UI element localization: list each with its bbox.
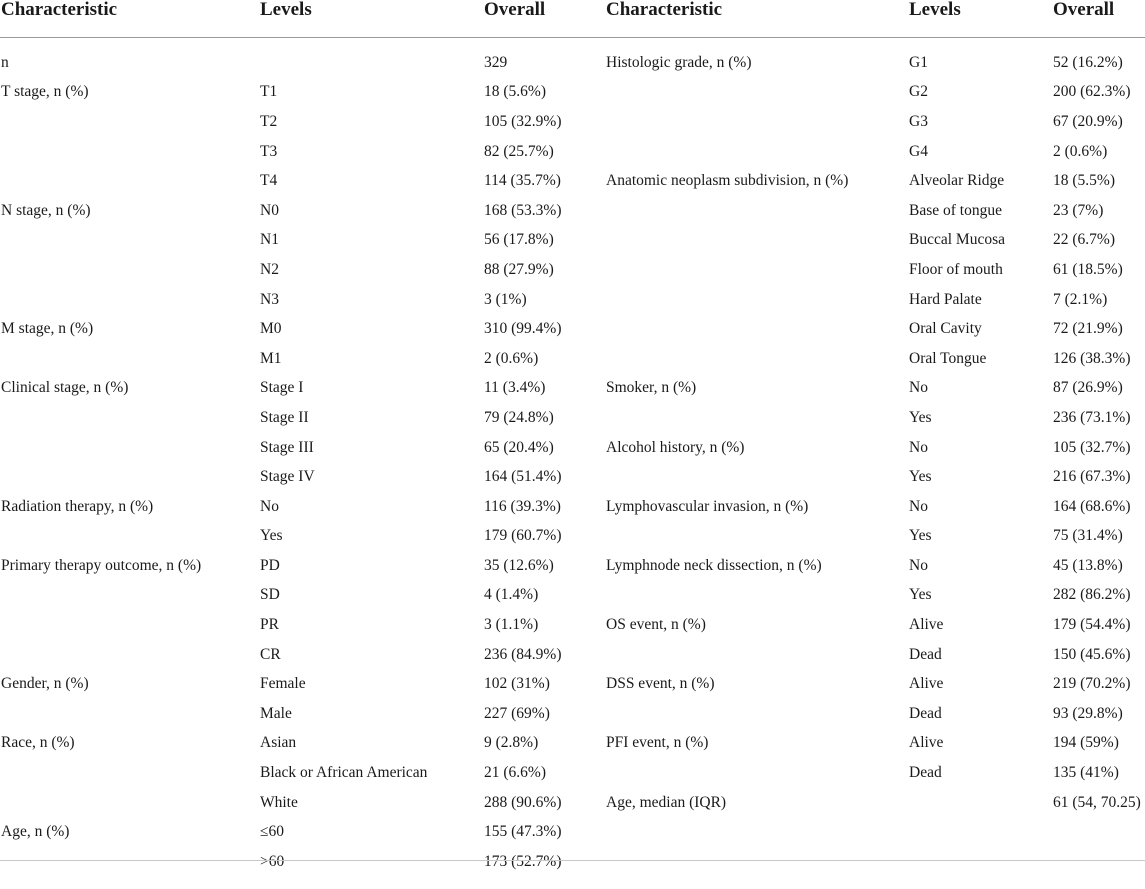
cell-levels-right: No xyxy=(909,497,928,515)
cell-levels-right: Alive xyxy=(909,616,944,634)
cell-overall-right: 135 (41%) xyxy=(1053,764,1119,782)
cell-overall-left: 236 (84.9%) xyxy=(484,645,562,663)
cell-overall-left: 164 (51.4%) xyxy=(484,468,562,486)
cell-characteristic-right xyxy=(605,226,908,256)
cell-overall-right: 61 (54, 70.25) xyxy=(1053,793,1141,811)
cell-characteristic-left: Clinical stage, n (%) xyxy=(1,379,129,397)
cell-levels-left: Black or African American xyxy=(260,764,428,782)
cell-characteristic-left xyxy=(0,581,259,611)
cell-overall-left: 227 (69%) xyxy=(484,704,550,722)
cell-levels-left: N1 xyxy=(260,231,279,249)
cell-characteristic-right xyxy=(605,285,908,315)
cell-overall-left: 173 (52.7%) xyxy=(484,852,562,870)
cell-levels-left: White xyxy=(260,793,298,811)
header-levels-right: Levels xyxy=(908,0,1052,38)
cell-levels-left: T1 xyxy=(260,83,278,101)
cell-characteristic-right: OS event, n (%) xyxy=(606,616,706,634)
cell-characteristic-left xyxy=(0,847,259,877)
cell-characteristic-right xyxy=(605,847,908,877)
table-row xyxy=(0,522,1145,552)
cell-levels-left: M0 xyxy=(260,320,282,338)
cell-levels-right: Dead xyxy=(909,704,942,722)
cell-characteristic-right: Lymphnode neck dissection, n (%) xyxy=(606,556,822,574)
cell-levels-left: ≤60 xyxy=(260,823,285,841)
table-body xyxy=(0,38,1145,877)
cell-characteristic-left xyxy=(0,403,259,433)
cell-overall-right: 200 (62.3%) xyxy=(1053,83,1131,101)
cell-overall-right: 22 (6.7%) xyxy=(1053,231,1115,249)
cell-characteristic-right: Lymphovascular invasion, n (%) xyxy=(606,497,809,515)
cell-overall-left: 310 (99.4%) xyxy=(484,320,562,338)
cell-overall-left: 56 (17.8%) xyxy=(484,231,554,249)
cell-levels-right: Yes xyxy=(909,527,932,545)
cell-characteristic-left xyxy=(0,137,259,167)
cell-levels-left: N2 xyxy=(260,260,279,278)
cell-levels-right xyxy=(908,788,1052,818)
cell-characteristic-right xyxy=(605,255,908,285)
cell-characteristic-left xyxy=(0,226,259,256)
cell-overall-right: 45 (13.8%) xyxy=(1053,556,1123,574)
cell-characteristic-right xyxy=(605,137,908,167)
cell-characteristic-left xyxy=(0,166,259,196)
cell-levels-left: Stage III xyxy=(260,438,314,456)
cell-levels-left: Stage I xyxy=(260,379,304,397)
cell-overall-right: 126 (38.3%) xyxy=(1053,349,1131,367)
table-row xyxy=(0,788,1145,818)
cell-characteristic-left: Age, n (%) xyxy=(1,823,70,841)
table-row xyxy=(0,226,1145,256)
cell-levels-right: Alveolar Ridge xyxy=(909,172,1005,190)
cell-overall-left: 3 (1.1%) xyxy=(484,616,539,634)
table-header xyxy=(0,0,1145,38)
cell-levels-right: Oral Cavity xyxy=(909,320,982,338)
table-row xyxy=(0,640,1145,670)
cell-overall-left: 65 (20.4%) xyxy=(484,438,554,456)
cell-overall-left: 288 (90.6%) xyxy=(484,793,562,811)
cell-levels-right xyxy=(908,847,1052,877)
table-row xyxy=(0,492,1145,522)
cell-characteristic-left xyxy=(0,610,259,640)
cell-characteristic-left: Gender, n (%) xyxy=(1,675,89,693)
cell-levels-right: Base of tongue xyxy=(909,201,1002,219)
table-row xyxy=(0,285,1145,315)
header-levels-left: Levels xyxy=(259,0,483,38)
cell-levels-left: Female xyxy=(260,675,306,693)
cell-characteristic-left xyxy=(0,255,259,285)
cell-characteristic-right xyxy=(605,314,908,344)
cell-characteristic-right xyxy=(605,817,908,847)
table-row xyxy=(0,699,1145,729)
table-row xyxy=(0,137,1145,167)
cell-overall-left: 179 (60.7%) xyxy=(484,527,562,545)
cell-overall-right: 150 (45.6%) xyxy=(1053,645,1131,663)
cell-characteristic-right xyxy=(605,403,908,433)
cell-levels-right: Buccal Mucosa xyxy=(909,231,1005,249)
cell-overall-left: 105 (32.9%) xyxy=(484,112,562,130)
table-row xyxy=(0,817,1145,847)
cell-levels-right: Dead xyxy=(909,764,942,782)
cell-overall-right xyxy=(1052,847,1145,877)
table-row xyxy=(0,462,1145,492)
cell-overall-left: 82 (25.7%) xyxy=(484,142,554,160)
cell-levels-right: No xyxy=(909,556,928,574)
cell-characteristic-right xyxy=(605,522,908,552)
cell-levels-left: Asian xyxy=(260,734,297,752)
cell-levels-right: Hard Palate xyxy=(909,290,982,308)
cell-overall-right: 164 (68.6%) xyxy=(1053,497,1131,515)
cell-levels-left xyxy=(259,38,483,78)
cell-overall-left: 4 (1.4%) xyxy=(484,586,539,604)
cell-characteristic-left xyxy=(0,522,259,552)
cell-overall-right xyxy=(1052,817,1145,847)
cell-characteristic-left xyxy=(0,462,259,492)
cell-characteristic-left xyxy=(0,788,259,818)
table-row xyxy=(0,551,1145,581)
cell-characteristic-left xyxy=(0,640,259,670)
table-row xyxy=(0,669,1145,699)
cell-overall-left: 3 (1%) xyxy=(484,290,527,308)
cell-characteristic-right xyxy=(605,196,908,226)
table-row xyxy=(0,107,1145,137)
cell-levels-left: T2 xyxy=(260,112,278,130)
cell-overall-left: 35 (12.6%) xyxy=(484,556,554,574)
cell-overall-right: 105 (32.7%) xyxy=(1053,438,1131,456)
cell-overall-right: 61 (18.5%) xyxy=(1053,260,1123,278)
header-row xyxy=(0,0,1145,38)
cell-overall-right: 282 (86.2%) xyxy=(1053,586,1131,604)
table-row xyxy=(0,403,1145,433)
cell-overall-right: 52 (16.2%) xyxy=(1053,53,1123,71)
cell-overall-right: 236 (73.1%) xyxy=(1053,408,1131,426)
cell-characteristic-right: Alcohol history, n (%) xyxy=(606,438,745,456)
table-row xyxy=(0,38,1145,78)
cell-overall-right: 194 (59%) xyxy=(1053,734,1119,752)
cell-levels-right: No xyxy=(909,438,928,456)
table-row xyxy=(0,758,1145,788)
cell-overall-left: 18 (5.6%) xyxy=(484,83,546,101)
cell-characteristic-left xyxy=(0,758,259,788)
cell-levels-left: Stage IV xyxy=(260,468,315,486)
table-row xyxy=(0,433,1145,463)
cell-characteristic-left: M stage, n (%) xyxy=(1,320,94,338)
cell-overall-left: 329 xyxy=(484,53,508,71)
cell-levels-left: PR xyxy=(260,616,279,634)
cell-characteristic-right xyxy=(605,78,908,108)
cell-levels-right: Oral Tongue xyxy=(909,349,987,367)
cell-characteristic-left: Race, n (%) xyxy=(1,734,75,752)
cell-levels-right: G4 xyxy=(909,142,928,160)
cell-overall-right: 87 (26.9%) xyxy=(1053,379,1123,397)
cell-levels-right: G3 xyxy=(909,112,928,130)
cell-levels-left: No xyxy=(260,497,279,515)
cell-characteristic-right xyxy=(605,107,908,137)
cell-overall-left: 168 (53.3%) xyxy=(484,201,562,219)
cell-levels-left: CR xyxy=(260,645,281,663)
cell-levels-left: M1 xyxy=(260,349,282,367)
cell-levels-left: N3 xyxy=(260,290,279,308)
cell-overall-left: 11 (3.4%) xyxy=(484,379,546,397)
table-row xyxy=(0,255,1145,285)
cell-characteristic-right xyxy=(605,462,908,492)
table-row xyxy=(0,610,1145,640)
table-row xyxy=(0,314,1145,344)
cell-levels-right: G2 xyxy=(909,83,928,101)
cell-overall-left: 88 (27.9%) xyxy=(484,260,554,278)
cell-overall-right: 216 (67.3%) xyxy=(1053,468,1131,486)
cell-levels-right xyxy=(908,817,1052,847)
cell-levels-right: G1 xyxy=(909,53,928,71)
table-row xyxy=(0,847,1145,877)
cell-characteristic-right: DSS event, n (%) xyxy=(606,675,715,693)
cell-characteristic-left: Primary therapy outcome, n (%) xyxy=(1,556,202,574)
header-characteristic-left: Characteristic xyxy=(0,0,259,38)
cell-levels-left: Stage II xyxy=(260,408,309,426)
cell-levels-right: No xyxy=(909,379,928,397)
cell-levels-right: Alive xyxy=(909,734,944,752)
cell-levels-right: Yes xyxy=(909,408,932,426)
cell-overall-right: 75 (31.4%) xyxy=(1053,527,1123,545)
cell-levels-right: Dead xyxy=(909,645,942,663)
cell-levels-left: Yes xyxy=(260,527,283,545)
cell-levels-left: T4 xyxy=(260,172,278,190)
table-row xyxy=(0,374,1145,404)
cell-overall-right: 67 (20.9%) xyxy=(1053,112,1123,130)
cell-overall-left: 2 (0.6%) xyxy=(484,349,539,367)
cell-overall-left: 79 (24.8%) xyxy=(484,408,554,426)
cell-characteristic-left xyxy=(0,344,259,374)
header-overall-left: Overall xyxy=(483,0,605,38)
cell-overall-right: 23 (7%) xyxy=(1053,201,1104,219)
cell-overall-right: 72 (21.9%) xyxy=(1053,320,1123,338)
cell-overall-left: 21 (6.6%) xyxy=(484,764,546,782)
cell-levels-left: T3 xyxy=(260,142,278,160)
cell-characteristic-right xyxy=(605,699,908,729)
cell-overall-left: 116 (39.3%) xyxy=(484,497,561,515)
cell-characteristic-left: T stage, n (%) xyxy=(1,83,89,101)
header-overall-right: Overall xyxy=(1052,0,1145,38)
cell-levels-right: Alive xyxy=(909,675,944,693)
table-row xyxy=(0,729,1145,759)
cell-characteristic-right: Age, median (IQR) xyxy=(606,793,727,811)
table-row xyxy=(0,581,1145,611)
cell-characteristic-left: Radiation therapy, n (%) xyxy=(1,497,154,515)
cell-characteristic-right xyxy=(605,640,908,670)
table-bottom-rule xyxy=(0,860,1145,861)
cell-levels-left: PD xyxy=(260,556,280,574)
table-row xyxy=(0,344,1145,374)
table-row xyxy=(0,196,1145,226)
cell-overall-right: 18 (5.5%) xyxy=(1053,172,1115,190)
cell-characteristic-right xyxy=(605,344,908,374)
cell-levels-left: N0 xyxy=(260,201,279,219)
cell-characteristic-right: Anatomic neoplasm subdivision, n (%) xyxy=(606,172,849,190)
cell-characteristic-right: PFI event, n (%) xyxy=(606,734,709,752)
cell-overall-right: 219 (70.2%) xyxy=(1053,675,1131,693)
cell-levels-left: Male xyxy=(260,704,292,722)
header-characteristic-right: Characteristic xyxy=(605,0,908,38)
cell-overall-right: 93 (29.8%) xyxy=(1053,704,1123,722)
cell-characteristic-right xyxy=(605,581,908,611)
cell-characteristic-left xyxy=(0,433,259,463)
cell-levels-left: >60 xyxy=(260,852,285,870)
cell-overall-right: 2 (0.6%) xyxy=(1053,142,1108,160)
cell-levels-left: SD xyxy=(260,586,280,604)
cell-overall-right: 7 (2.1%) xyxy=(1053,290,1108,308)
cell-characteristic-right: Smoker, n (%) xyxy=(606,379,697,397)
cell-characteristic-right xyxy=(605,758,908,788)
cell-overall-right: 179 (54.4%) xyxy=(1053,616,1131,634)
cell-overall-left: 9 (2.8%) xyxy=(484,734,539,752)
table-row xyxy=(0,166,1145,196)
cell-characteristic-left: n xyxy=(1,53,9,71)
table-row xyxy=(0,78,1145,108)
cell-characteristic-left xyxy=(0,107,259,137)
cell-levels-right: Yes xyxy=(909,468,932,486)
cell-characteristic-left xyxy=(0,699,259,729)
cell-levels-right: Yes xyxy=(909,586,932,604)
cell-characteristic-left xyxy=(0,285,259,315)
cell-levels-right: Floor of mouth xyxy=(909,260,1003,278)
cell-characteristic-left: N stage, n (%) xyxy=(1,201,91,219)
cell-characteristic-right: Histologic grade, n (%) xyxy=(606,53,752,71)
cell-overall-left: 155 (47.3%) xyxy=(484,823,562,841)
cell-overall-left: 102 (31%) xyxy=(484,675,550,693)
cell-overall-left: 114 (35.7%) xyxy=(484,172,561,190)
